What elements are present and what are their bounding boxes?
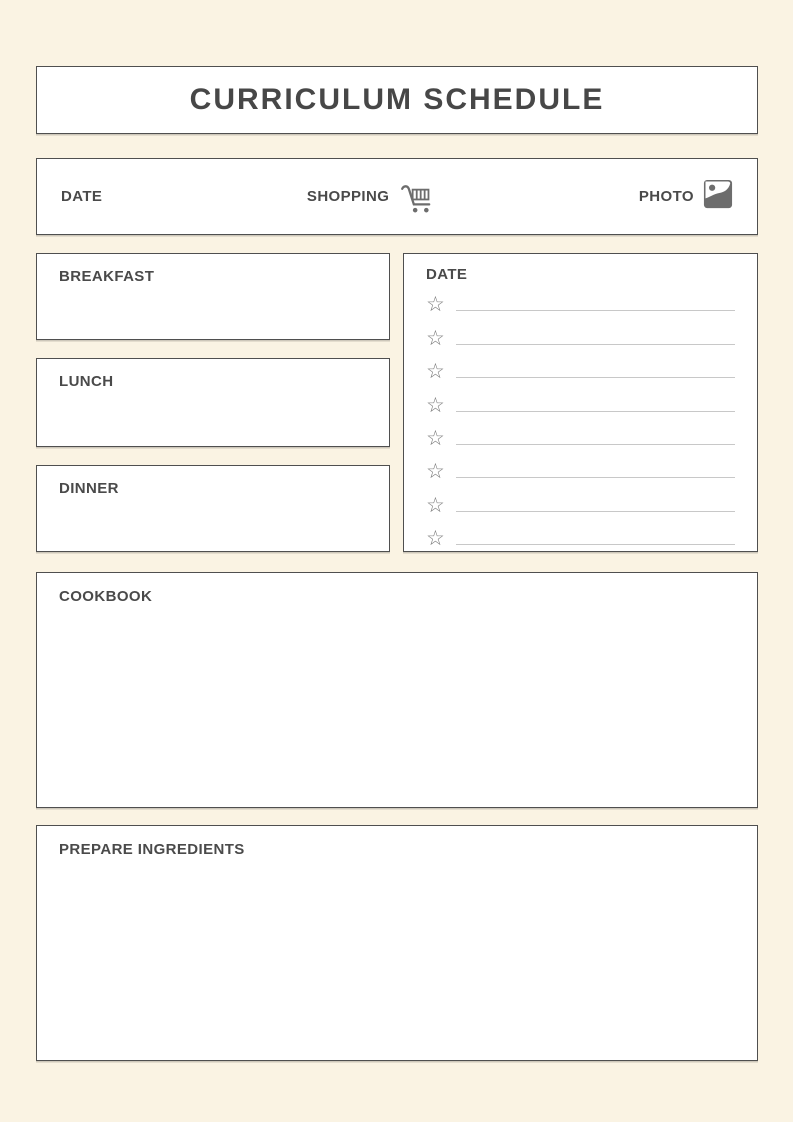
star-icon: ☆ <box>426 493 445 517</box>
photo-label: PHOTO <box>638 188 694 205</box>
fill-in-line[interactable] <box>456 377 735 378</box>
fill-in-line[interactable] <box>456 544 735 545</box>
star-icon: ☆ <box>426 393 445 417</box>
checklist-row[interactable] <box>426 451 735 484</box>
shopping-field[interactable] <box>307 171 434 222</box>
cookbook-box[interactable] <box>36 572 758 808</box>
star-icon: ☆ <box>426 326 445 350</box>
title-box <box>36 66 758 134</box>
prepare-ingredients-label: PREPARE INGREDIENTS <box>59 841 245 858</box>
cookbook-label: COOKBOOK <box>59 588 153 605</box>
fill-in-line[interactable] <box>456 444 735 445</box>
photo-field[interactable] <box>639 179 733 214</box>
fill-in-line[interactable] <box>456 344 735 345</box>
header-box <box>36 158 758 235</box>
fill-in-line[interactable] <box>456 310 735 311</box>
date-label: DATE <box>61 188 103 205</box>
photo-image-icon <box>703 179 733 214</box>
shopping-cart-icon <box>398 181 434 222</box>
shopping-label: SHOPPING <box>306 188 390 205</box>
star-icon: ☆ <box>426 527 445 551</box>
star-icon: ☆ <box>426 293 445 317</box>
date-panel-rows <box>426 284 735 551</box>
dinner-label: DINNER <box>59 480 119 497</box>
date-panel <box>403 253 758 552</box>
checklist-row[interactable] <box>426 317 735 350</box>
fill-in-line[interactable] <box>456 511 735 512</box>
date-field[interactable] <box>61 188 102 205</box>
dinner-box[interactable] <box>36 465 390 552</box>
fill-in-line[interactable] <box>456 477 735 478</box>
star-icon: ☆ <box>426 360 445 384</box>
star-icon: ☆ <box>426 426 445 450</box>
checklist-row[interactable] <box>426 418 735 451</box>
breakfast-label: BREAKFAST <box>59 268 155 285</box>
star-icon: ☆ <box>426 460 445 484</box>
checklist-row[interactable] <box>426 351 735 384</box>
date-panel-label: DATE <box>426 266 468 283</box>
checklist-row[interactable] <box>426 284 735 317</box>
lunch-box[interactable] <box>36 358 390 447</box>
page-title: CURRICULUM SCHEDULE <box>189 83 605 116</box>
prepare-ingredients-box[interactable] <box>36 825 758 1061</box>
checklist-row[interactable] <box>426 518 735 551</box>
fill-in-line[interactable] <box>456 411 735 412</box>
checklist-row[interactable] <box>426 384 735 417</box>
breakfast-box[interactable] <box>36 253 390 340</box>
lunch-label: LUNCH <box>59 373 114 390</box>
checklist-row[interactable] <box>426 484 735 517</box>
